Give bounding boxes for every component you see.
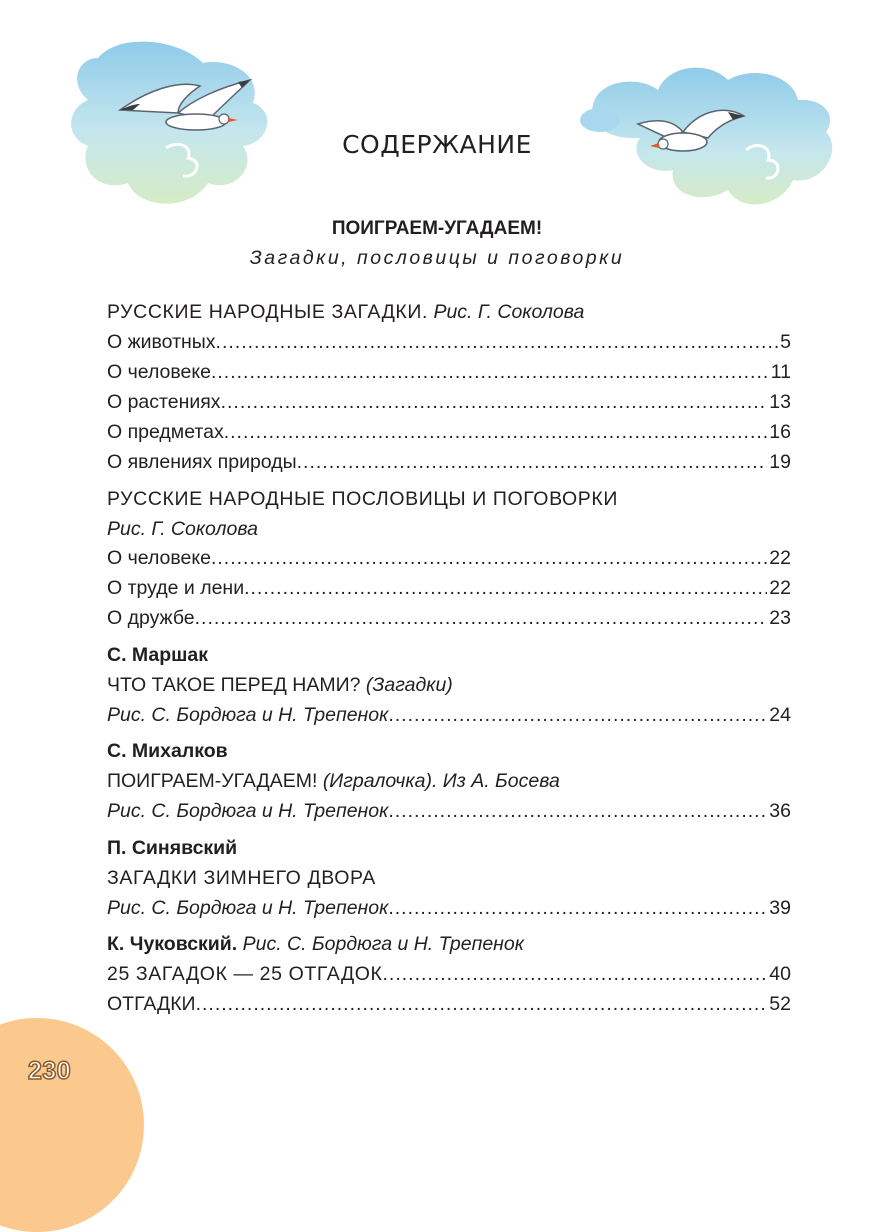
author-name: П. Синявский	[107, 837, 238, 859]
entry-page: 5	[780, 331, 791, 353]
toc-entry[interactable]	[107, 990, 791, 1018]
entry-page: 22	[769, 547, 791, 569]
page-number-badge	[0, 1018, 144, 1232]
toc-entry[interactable]	[107, 388, 791, 416]
artist-credit: Рис. С. Бордюга и Н. Трепенок	[107, 704, 389, 726]
entry-page: 19	[769, 451, 791, 473]
seagull-illustration-left	[28, 18, 328, 228]
author-name: С. Маршак	[107, 644, 209, 666]
entry-page: 24	[769, 704, 791, 726]
artist-credit: Рис. С. Бордюга и Н. Трепенок	[242, 933, 524, 955]
work-title: ЗАГАДКИ ЗИМНЕГО ДВОРА	[107, 867, 376, 889]
entry-page: 23	[769, 607, 791, 629]
seagull-illustration-right	[568, 20, 868, 220]
work-text: ЧТО ТАКОЕ ПЕРЕД НАМИ?	[107, 674, 361, 696]
author-line	[107, 930, 791, 958]
work-note: (Загадки)	[365, 674, 453, 696]
entry-page: 36	[769, 800, 791, 822]
toc-entry[interactable]	[107, 701, 791, 729]
page-number: 230	[28, 1057, 72, 1085]
entry-page: 52	[769, 993, 791, 1015]
author-name: С. Михалков	[107, 740, 228, 762]
toc-entry[interactable]	[107, 418, 791, 446]
entry-page: 16	[769, 421, 791, 443]
entry-label: 25 ЗАГАДОК — 25 ОТГАДОК	[107, 963, 383, 985]
entry-label: О человеке	[107, 361, 211, 383]
section-subtitle: Загадки, пословицы и поговорки	[249, 247, 625, 269]
artist-credit: Рис. С. Бордюга и Н. Трепенок	[107, 800, 389, 822]
toc-entry[interactable]	[107, 604, 791, 632]
author-name: К. Чуковский.	[107, 933, 238, 955]
entry-label: О растениях	[107, 391, 221, 413]
artist-credit: Рис. С. Бордюга и Н. Трепенок	[107, 897, 389, 919]
toc-entry[interactable]	[107, 544, 791, 572]
work-title	[107, 671, 791, 699]
entry-label: О животных	[107, 331, 216, 353]
work-note: (Игралочка). Из А. Босева	[322, 770, 560, 792]
entry-label: О человеке	[107, 547, 211, 569]
artist-credit: Рис. Г. Соколова	[433, 301, 585, 323]
toc-heading-proverbs: РУССКИЕ НАРОДНЫЕ ПОСЛОВИЦЫ И ПОГОВОРКИ	[107, 488, 618, 510]
toc-entry[interactable]	[107, 448, 791, 476]
page-title: СОДЕРЖАНИЕ	[342, 130, 532, 159]
section-title: ПОИГРАЕМ-УГАДАЕМ!	[331, 218, 543, 239]
work-text: ПОИГРАЕМ-УГАДАЕМ!	[107, 770, 318, 792]
work-title	[107, 767, 791, 795]
entry-page: 22	[769, 577, 791, 599]
entry-label: ОТГАДКИ	[107, 993, 196, 1015]
heading-text: РУССКИЕ НАРОДНЫЕ ЗАГАДКИ.	[107, 301, 429, 323]
toc-heading-riddles	[107, 298, 791, 326]
entry-page: 39	[769, 897, 791, 919]
entry-label: О предметах	[107, 421, 224, 443]
entry-page: 11	[770, 361, 791, 383]
toc-entry[interactable]	[107, 574, 791, 602]
toc-entry[interactable]	[107, 358, 791, 386]
entry-label: О явлениях природы	[107, 451, 297, 473]
entry-label: О труде и лени	[107, 577, 245, 599]
toc-entry[interactable]	[107, 797, 791, 825]
entry-page: 13	[769, 391, 791, 413]
artist-credit: Рис. Г. Соколова	[107, 518, 258, 540]
toc-entry[interactable]	[107, 328, 791, 356]
toc-entry[interactable]	[107, 960, 791, 988]
entry-page: 40	[769, 963, 791, 985]
toc-entry[interactable]	[107, 894, 791, 922]
entry-label: О дружбе	[107, 607, 195, 629]
